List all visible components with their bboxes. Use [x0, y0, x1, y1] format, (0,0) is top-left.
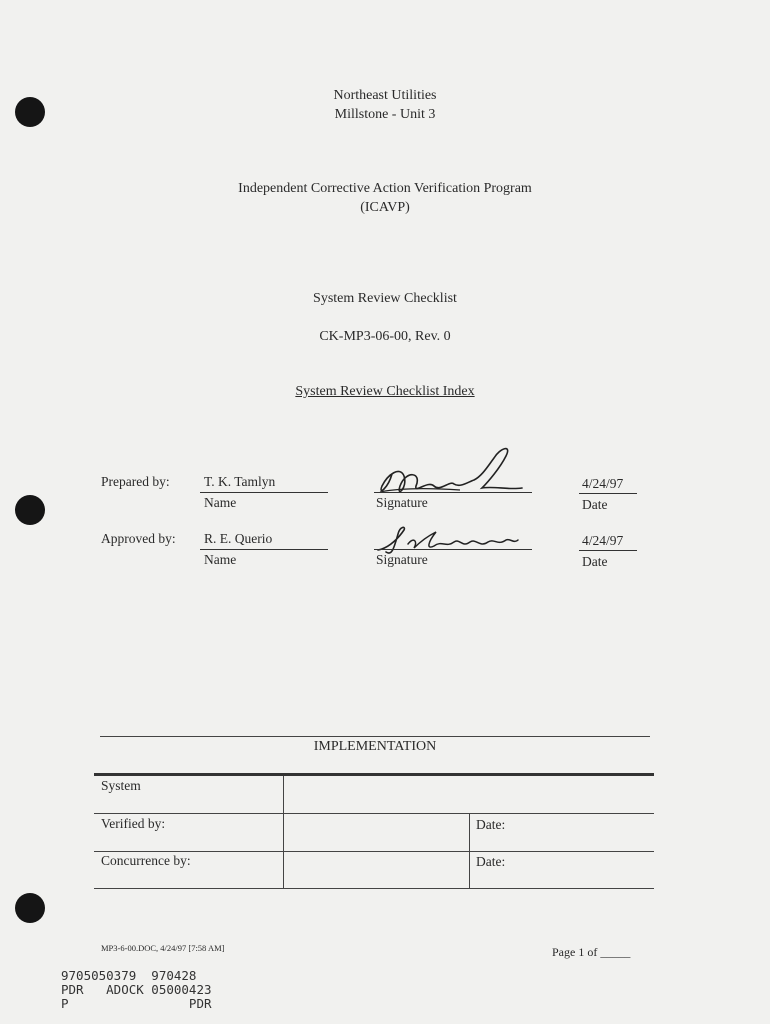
prepared-signature-line [374, 492, 532, 493]
approved-by-label: Approved by: [101, 531, 176, 546]
prepared-signature-caption: Signature [376, 495, 428, 510]
concurrence-by-label: Concurrence by: [101, 853, 191, 868]
system-row-label: System [101, 778, 141, 793]
concurrence-date-label: Date: [476, 854, 506, 869]
prepared-date: 4/24/97 [582, 476, 624, 491]
footer-page-number: Page 1 of _____ [552, 945, 631, 959]
table-date-divider [469, 814, 470, 888]
prepared-date-line [579, 493, 637, 494]
document-number: CK-MP3-06-00, Rev. 0 [319, 329, 451, 344]
approved-date-caption: Date [582, 554, 608, 569]
program-abbreviation: (ICAVP) [360, 200, 410, 215]
binder-hole-bottom [15, 893, 45, 923]
approved-date: 4/24/97 [582, 533, 624, 548]
table-top-rule [94, 773, 654, 776]
table-bottom-rule [94, 888, 654, 889]
prepared-name-line [200, 492, 328, 493]
prepared-by-name: T. K. Tamlyn [204, 474, 276, 489]
unit-name: Millstone - Unit 3 [334, 107, 436, 122]
approved-signature-caption: Signature [376, 552, 428, 567]
implementation-top-rule [100, 736, 650, 737]
footer-file-info: MP3-6-00.DOC, 4/24/97 [7:58 AM] [101, 943, 225, 953]
verified-date-label: Date: [476, 817, 506, 832]
organization-name: Northeast Utilities [333, 88, 437, 103]
table-row2-rule [94, 851, 654, 852]
pdr-stamp-line-3: P PDR [61, 996, 212, 1011]
verified-by-label: Verified by: [101, 816, 166, 831]
pdr-stamp-line-2: PDR ADOCK 05000423 [61, 982, 212, 997]
approved-signature-line [374, 549, 532, 550]
prepared-by-label: Prepared by: [101, 474, 170, 489]
approved-by-name: R. E. Querio [204, 531, 273, 546]
prepared-date-caption: Date [582, 497, 608, 512]
index-title: System Review Checklist Index [295, 384, 475, 399]
pdr-stamp-line-1: 9705050379 970428 [61, 968, 197, 983]
implementation-title: IMPLEMENTATION [313, 739, 437, 754]
approved-name-line [200, 549, 328, 550]
prepared-name-caption: Name [204, 495, 237, 510]
approved-date-line [579, 550, 637, 551]
binder-hole-middle [15, 495, 45, 525]
table-col-divider [283, 776, 284, 888]
document-title: System Review Checklist [313, 291, 457, 306]
approved-name-caption: Name [204, 552, 237, 567]
program-title: Independent Corrective Action Verification Program [238, 181, 532, 196]
table-row1-rule [94, 813, 654, 814]
